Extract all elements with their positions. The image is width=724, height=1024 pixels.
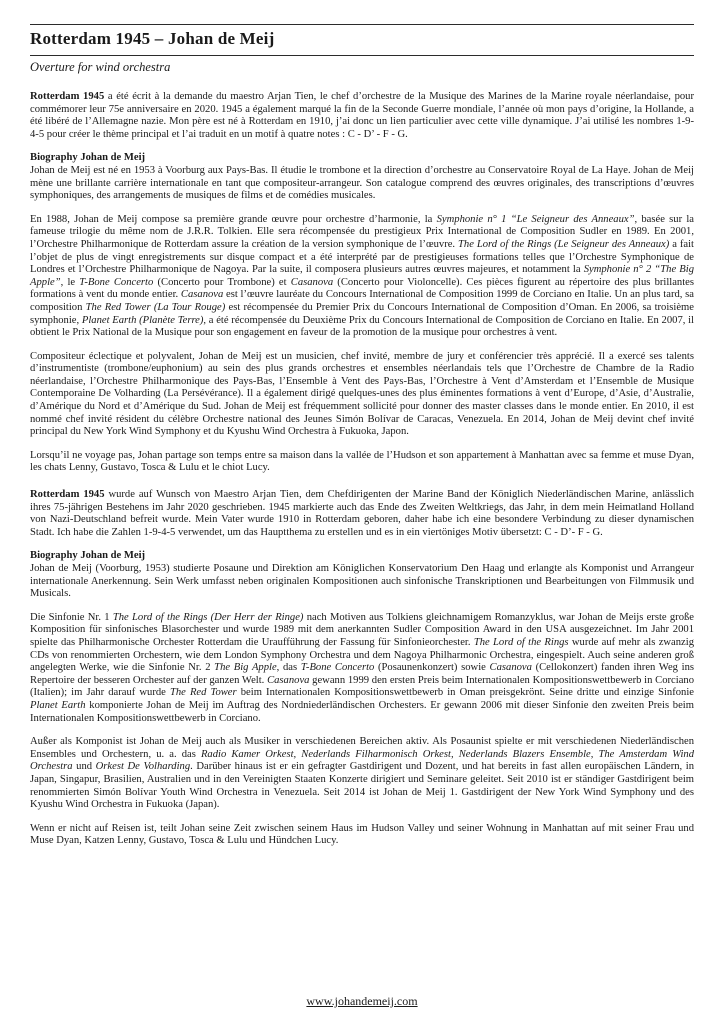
text-run: Casanova <box>267 674 310 686</box>
text-run: , basée sur la fameuse trilogie du même nom de J.R.R. Tolkien. Elle sera récompensée du prestigieux Prix International de Composition Sudler en 1989. En 2001, l’Orchestre Philharmonique de Rotterdam assure la création de la version symphonique de l’œuvre. <box>30 213 694 250</box>
text-run: Symphonie n° 2 “The Big Apple” <box>30 264 695 288</box>
german-section <box>30 489 694 848</box>
text-run: T-Bone Concerto <box>79 276 154 288</box>
text-run: Casanova <box>489 662 532 674</box>
text-run: Casanova <box>290 276 334 288</box>
text-run: und <box>72 761 96 773</box>
german-intro-paragraph <box>30 489 694 539</box>
text-run: wurde auf mehr als zwanzig CDs von renommierten Orchestern, wie dem London Symphony Orchestra und dem Nagoya Philharmonic Orchestra, eingespielt. Auch seine anderen groß angelegten Werke, wie die Sinfonie Nr. 2 <box>30 636 694 674</box>
german-bio-paragraph-3 <box>30 736 694 812</box>
french-bio-paragraph-1: Johan de Meij est né en 1953 à Voorburg aux Pays-Bas. Il étudie le trombone et la direction d’orchestre au Conservatoire Royal de La Haye. Johan de Meij mène une brillante carrière internationale en tant que compositeur-arrangeur. Son catalogue comprend des œuvres originales, des transcriptions d’œuvres symphoniques, des arrangements de musiques de films et de comédies musicales. <box>30 164 694 202</box>
text-run: beim Internationalen Kompositionswettbewerb in Oman preisgekrönt. Seine dritte und einzige Sinfonie <box>236 687 694 699</box>
text-run: Radio Kamer Orkest, Nederlands Filharmonisch Orkest, Nederlands Blazers Ensemble, The Amsterdam Wind Orchestra <box>30 748 694 773</box>
text-run: a été écrit à la demande du maestro Arjan Tien, le chef d’orchestre de la Musique des Marines de la Marine royale néerlandaise, pour commémorer leur 75e anniversaire en 2020. 1945 a également marqué la fin de la Seconde Guerre mondiale, l’année où mon pays d’origine, la Hollande, a été libéré de l’Allemagne nazie. Mon père est né à Rotterdam en 1910, j’ai donc un lien particulier avec cette ville dynamique. J’ai utilisé les nombres 1-9-4-5 pour créer le thème principal et l’ai traduit en un motif à quatre notes : C - D’ - F - G. <box>30 91 694 140</box>
page-footer <box>0 992 724 1010</box>
german-bio-paragraph-2 <box>30 612 694 725</box>
text-run: Orkest De Volharding <box>95 761 191 773</box>
website-link[interactable]: www.johandemeij.com <box>306 994 418 1008</box>
text-run: (Posaunenkonzert) sowie <box>374 662 490 674</box>
text-run: gewann 1999 den ersten Preis beim Internationalen Kompositionswettbewerb in Corciano (Italien); im Jahr darauf wurde <box>30 674 694 699</box>
french-bio-paragraph-2 <box>30 214 694 340</box>
text-run: The Big Apple <box>214 662 277 674</box>
text-run: The Lord of the Rings (Le Seigneur des Anneaux) <box>458 238 670 250</box>
text-run: , a été récompensée du Deuxième Prix du Concours International de Composition de Corciano en Italie. En 2007, il obtient le Prix National de la Musique pour son engagement en faveur de la promotion de la musique pour orchestres à vent. <box>30 314 694 339</box>
text-run: Rotterdam 1945 <box>30 489 105 501</box>
page-subtitle: Overture for wind orchestra <box>30 60 171 74</box>
text-run: Casanova <box>180 289 224 301</box>
german-bio-paragraph-1: Johan de Meij (Voorburg, 1953) studierte Posaune und Direktion am Königlichen Konservatorium Den Haag und erlangte als Komponist und Arrangeur internationale Anerkennung. Sein Werk umfasst neben originalen Kompositionen auch sinfonische Transkriptionen und Bearbeitungen von Filmmusik und Musicals. <box>30 563 694 600</box>
german-bio-paragraph-4: Wenn er nicht auf Reisen ist, teilt Johan seine Zeit zwischen seinem Haus im Hudson Valley und seiner Wohnung in Manhattan auf mit seiner Frau und Muse Dyan, Katzen Lenny, Gustavo, Tosca & Lulu und Hündchen Lucy. <box>30 822 694 847</box>
page-title: Rotterdam 1945 – Johan de Meij <box>30 29 275 48</box>
text-run: (Concerto pour Trombone) et <box>153 276 291 288</box>
text-run: komponierte Johan de Meij im Auftrag des Nordniederländischen Orchesters. Er gewann 2006 mit dieser Sinfonie den zweiten Preis beim Internationalen Kompositionswettbewerb in Corciano. <box>30 699 694 724</box>
text-run: , le <box>60 276 80 288</box>
text-run: est l’œuvre lauréate du Concours International de Composition 1999 de Corciano en Italie. Un an plus tard, sa composition <box>30 289 694 313</box>
text-run: Außer als Komponist ist Johan de Meij auch als Musiker in verschiedenen Bereichen aktiv. Als Posaunist spielte er mit verschiedenen Niederländischen Ensembles und Orchestern, u. a. das <box>30 736 694 760</box>
text-run: The Lord of the Rings <box>473 636 569 648</box>
text-run: En 1988, Johan de Meij compose sa première grande œuvre pour orchestre d’harmonie, la <box>30 213 437 225</box>
text-run: (Concerto pour Violoncelle). Ces pièces figurent au répertoire des plus brillantes formations à vent du monde entier. <box>30 276 694 301</box>
french-bio-heading: Biography Johan de Meij <box>30 152 146 164</box>
text-run: Rotterdam 1945 <box>30 91 105 102</box>
text-run: Die Sinfonie Nr. 1 <box>30 611 113 623</box>
text-run: est récompensée du Premier Prix du Concours International de Composition d’Oman. En 2006, sa troisième symphonie, <box>30 301 694 326</box>
text-run: T-Bone Concerto <box>300 662 375 674</box>
text-run: Planet Earth (Planète Terre) <box>81 314 204 326</box>
french-bio-paragraph-3: Compositeur éclectique et polyvalent, Johan de Meij est un musicien, chef invité, membre de jury et conférencier très apprécié. Il a exercé ses talents d’instrumentiste (trombone/euphonium) au sein des plus grands orchestres et ensembles néerlandais tels que l’Orchestre de Chambre de la Radio néerlandaise, l’Orchestre Philharmonique des Pays-Bas, l’Ensemble à Vent des Pays-Bas, l’Orchestre à Vent d’Amsterdam et l’Ensemble de Musique Contemporaine De Volharding (La Persévérance). Il a également dirigé quelques-unes des plus éminentes formations à vent d’Europe, d’Asie, d’Australie, d’Amérique du Nord et d’Amérique du Sud. Johan de Meij est fréquemment sollicité pour donner des master classes dans le monde entier. En 2010, il est nommé chef invité résident du célèbre Orchestre national des Jeunes Simón Bolívar de Caracas, Venezuela. En 2014, Johan de Meij devint chef invité principal du New York Wind Symphony et du Kyushu Wind Orchestra à Fukuoka, Japon. <box>30 350 694 438</box>
text-run: The Lord of the Rings (Der Herr der Ringe) <box>112 611 304 623</box>
text-run: a fait l’objet de plus de vingt enregistrements sur disque compact et a été interprété par de prestigieuses formations telles que l’Orchestre Symphonique de Londres et l’Orchestre Philharmonique de Nagoya. Par la suite, il composera plusieurs autres œuvres majeures, et notamment la <box>30 238 694 276</box>
text-run: The Red Tower <box>169 687 237 699</box>
text-run: , das <box>276 662 301 674</box>
german-bio-heading: Biography Johan de Meij <box>30 550 146 562</box>
text-run: wurde auf Wunsch von Maestro Arjan Tien, dem Chefdirigenten der Marine Band der Königlich Niederländischen Marine, anlässlich ihres 75-jährigen Bestehens im Jahr 2020 geschrieben. 1945 markierte auch das Ende des Zweiten Weltkriegs, das Jahr, in dem mein Heimatland Holland von Nazi-Deutschland befreit wurde. Mein Vater wurde 1910 in Rotterdam geboren, daher habe ich eine besondere Verbindung zu dieser dynamischen Stadt. Ich habe die Zahlen 1-9-4-5 verwendet, um das Hauptthema zu erstellen und es in ein viertöniges Motiv übersetzt: C - D’- F - G. <box>30 489 695 538</box>
text-run: (Cellokonzert) fanden ihren Weg ins Repertoire der besseren Orchester auf der ganzen Welt. <box>30 662 694 686</box>
text-run: The Red Tower (La Tour Rouge) <box>85 301 226 313</box>
french-bio-paragraph-4: Lorsqu’il ne voyage pas, Johan partage son temps entre sa maison dans la vallée de l’Hudson et son appartement à Manhattan avec sa femme et muse Dyan, les chats Lenny, Gustavo, Tosca & Lulu et le chiot Lucy. <box>30 449 694 474</box>
text-run: . Darüber hinaus ist er ein gefragter Gastdirigent und Dozent, und hat bereits in fast allen europäischen Ländern, in Japan, Singapur, Brasilien, Australien und in den Vereinigten Staaten Konzerte dirigiert und Seminare geleitet. Seit 2010 ist er ständiger Gastdirigent beim renommierten Simón Bolívar Youth Wind Orchestra in Venezuela. Seit 2014 ist Johan de Meij 1. Gastdirigent der New York Wind Symphony und des Kyushu Wind Orchestra in Fukuoka (Japan). <box>30 761 694 811</box>
french-intro-paragraph <box>30 91 694 141</box>
french-section <box>30 91 694 475</box>
text-run: Planet Earth <box>30 699 86 711</box>
text-run: nach Motiven aus Tolkiens gleichnamigem Romanzyklus, war Johan de Meijs erste große Komposition für sinfonisches Blasorchester und wurde 1989 mit dem anerkannten Sudler Composition Award in den USA ausgezeichnet. Im Jahr 2001 spielte das Philharmonische Orchester Rotterdam die Uraufführung der Fassung für Sinfonieorchester. <box>30 611 694 648</box>
text-run: Symphonie n° 1 “Le Seigneur des Anneaux” <box>436 213 635 225</box>
